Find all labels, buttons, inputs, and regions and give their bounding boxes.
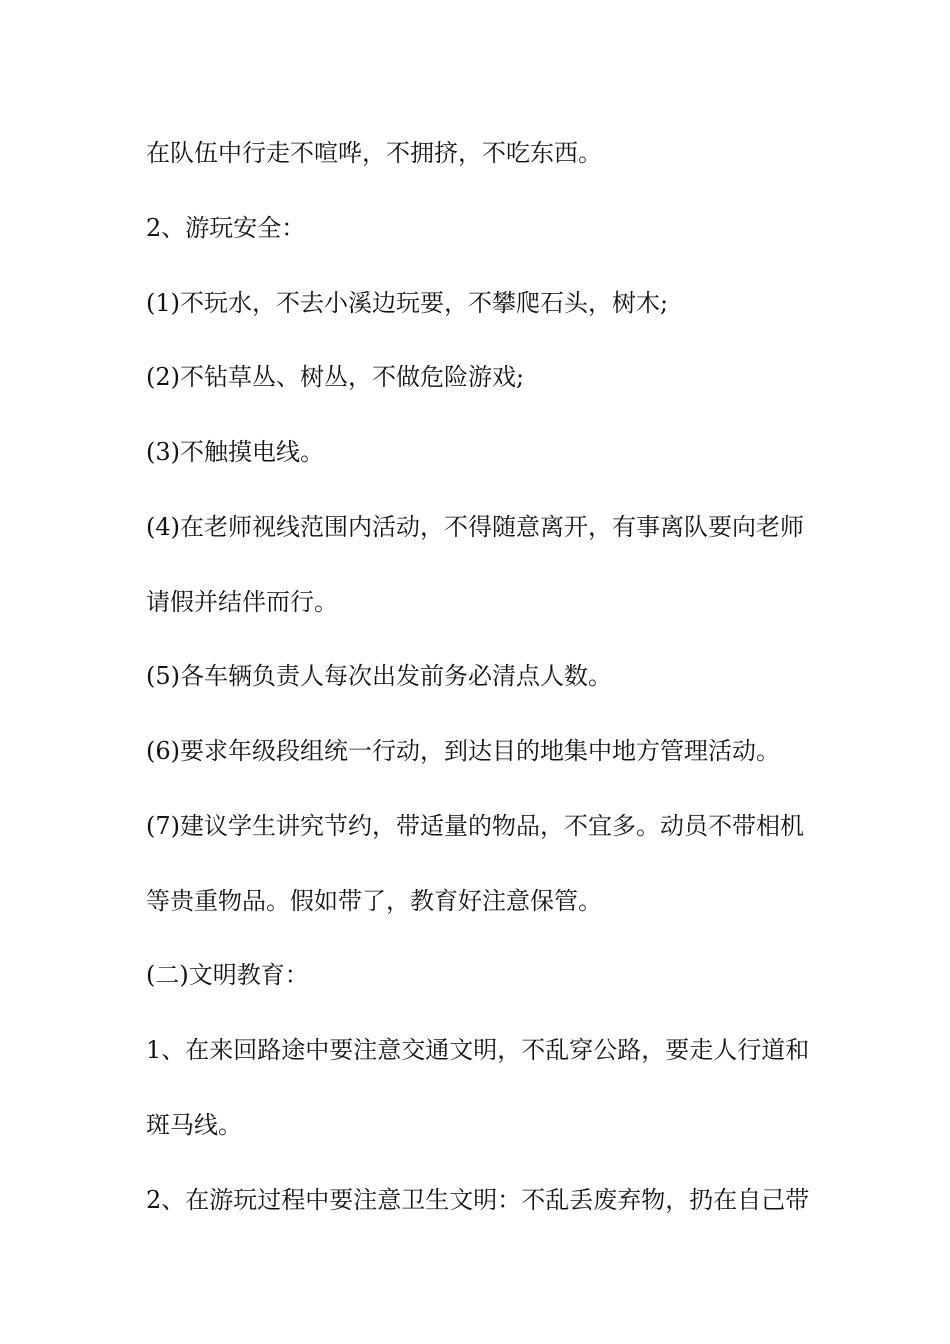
text-line: 等贵重物品。假如带了，教育好注意保管。 [146, 887, 602, 915]
text-line: 斑马线。 [146, 1111, 242, 1139]
section-heading: (二)文明教育： [146, 961, 309, 989]
list-item: (3)不触摸电线。 [146, 438, 324, 466]
list-item: (5)各车辆负责人每次出发前务必清点人数。 [146, 662, 612, 690]
text-line: 在队伍中行走不喧哗，不拥挤，不吃东西。 [146, 139, 602, 167]
list-item: (2)不钻草丛、树丛，不做危险游戏; [146, 363, 525, 391]
list-item: (1)不玩水，不去小溪边玩要，不攀爬石头，树木; [146, 289, 669, 317]
list-item: (6)要求年级段组统一行动，到达目的地集中地方管理活动。 [146, 737, 780, 765]
list-item: 1、在来回路途中要注意交通文明，不乱穿公路，要走人行道和 [146, 1036, 810, 1064]
section-heading: 2、游玩安全： [146, 214, 306, 242]
list-item: (4)在老师视线范围内活动，不得随意离开，有事离队要向老师 [146, 513, 804, 541]
text-line: 请假并结伴而行。 [146, 588, 338, 616]
list-item: (7)建议学生讲究节约，带适量的物品，不宜多。动员不带相机 [146, 812, 804, 840]
list-item: 2、在游玩过程中要注意卫生文明：不乱丢废弃物，扔在自己带 [146, 1186, 810, 1214]
